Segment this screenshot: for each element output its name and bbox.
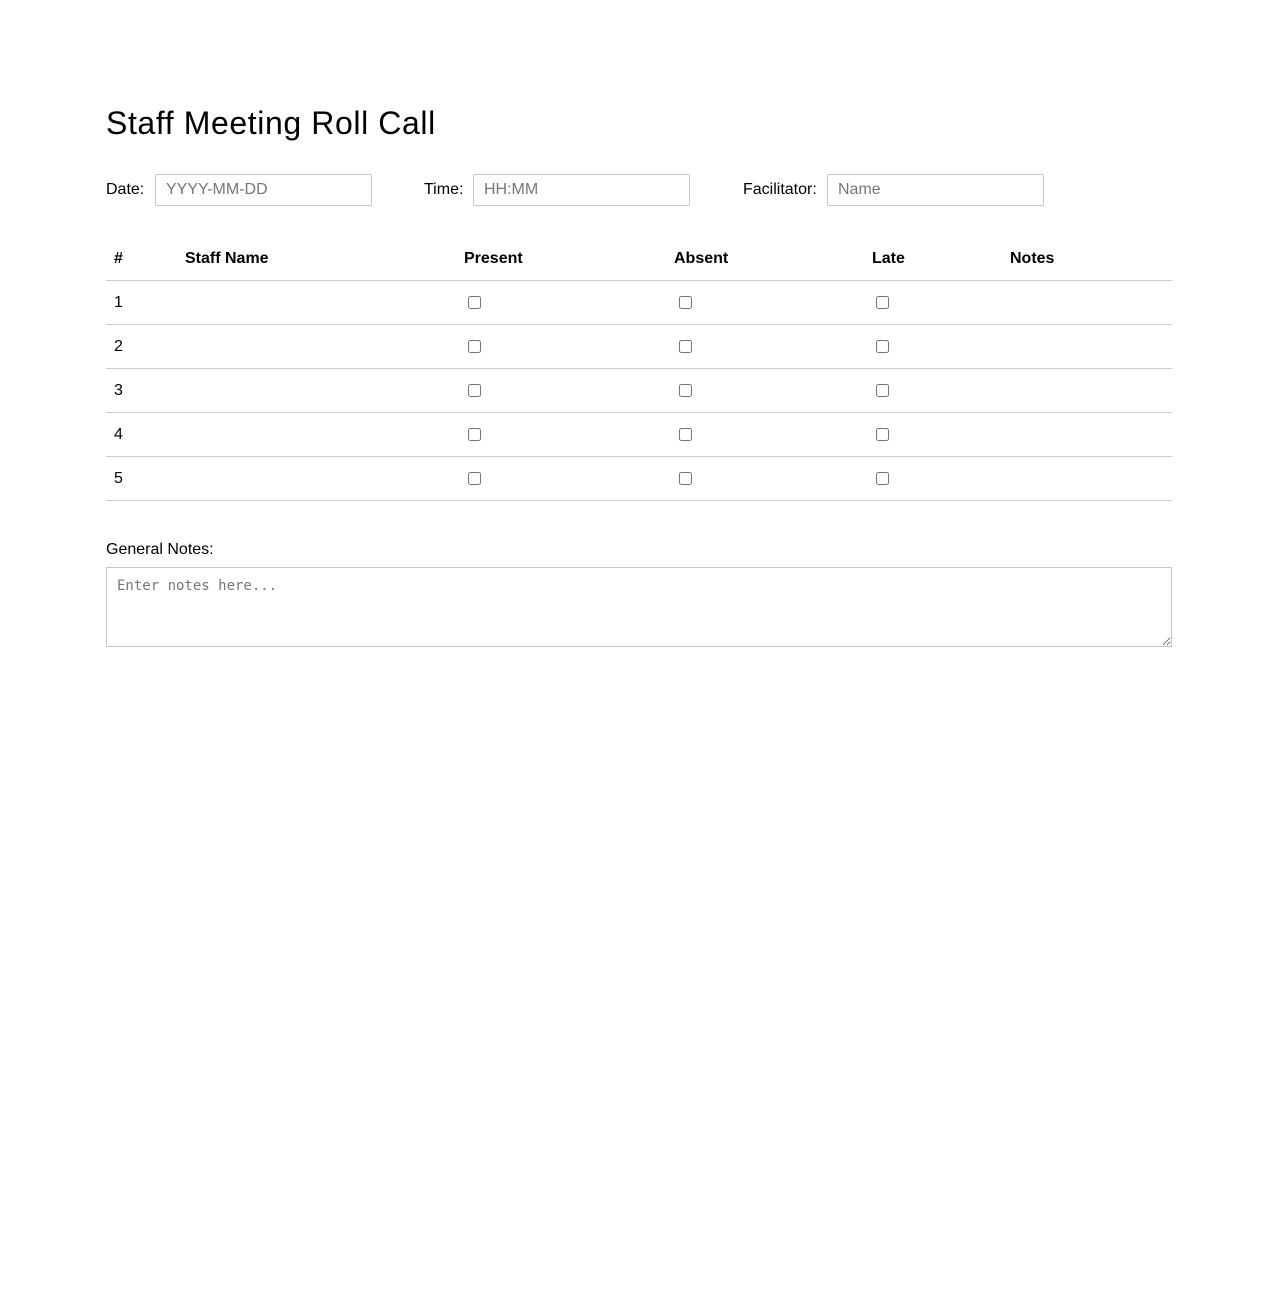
- row-notes-cell[interactable]: [1010, 281, 1172, 325]
- staff-name-cell[interactable]: [185, 369, 464, 413]
- row-notes-cell[interactable]: [1010, 457, 1172, 501]
- page-title: Staff Meeting Roll Call: [106, 105, 436, 141]
- table-header-row: [106, 237, 1172, 281]
- present-cell: [464, 457, 674, 501]
- staff-name-cell[interactable]: [185, 325, 464, 369]
- column-header-present: Present: [464, 237, 674, 281]
- date-input[interactable]: [155, 174, 372, 206]
- present-checkbox[interactable]: [468, 340, 481, 353]
- absent-cell: [674, 325, 872, 369]
- late-checkbox[interactable]: [876, 296, 889, 309]
- late-cell: [872, 413, 1010, 457]
- absent-checkbox[interactable]: [679, 384, 692, 397]
- row-number: 2: [106, 325, 185, 369]
- row-number: 1: [106, 281, 185, 325]
- staff-name-cell[interactable]: [185, 281, 464, 325]
- late-cell: [872, 369, 1010, 413]
- table-row: [106, 369, 1172, 413]
- meeting-meta-row: [106, 174, 1172, 206]
- absent-checkbox[interactable]: [679, 428, 692, 441]
- present-cell: [464, 325, 674, 369]
- column-header-absent: Absent: [674, 237, 872, 281]
- time-input[interactable]: [473, 174, 690, 206]
- staff-name-cell[interactable]: [185, 457, 464, 501]
- present-cell: [464, 413, 674, 457]
- absent-cell: [674, 413, 872, 457]
- general-notes-textarea[interactable]: [106, 567, 1172, 647]
- absent-cell: [674, 281, 872, 325]
- table-body: [106, 281, 1172, 501]
- general-notes-label: General Notes:: [106, 541, 214, 558]
- table-row: [106, 413, 1172, 457]
- absent-checkbox[interactable]: [679, 340, 692, 353]
- row-notes-cell[interactable]: [1010, 413, 1172, 457]
- staff-name-cell[interactable]: [185, 413, 464, 457]
- column-header-late: Late: [872, 237, 1010, 281]
- present-checkbox[interactable]: [468, 428, 481, 441]
- late-cell: [872, 325, 1010, 369]
- late-checkbox[interactable]: [876, 384, 889, 397]
- time-label: Time:: [424, 181, 464, 198]
- late-checkbox[interactable]: [876, 340, 889, 353]
- absent-checkbox[interactable]: [679, 296, 692, 309]
- table-row: [106, 457, 1172, 501]
- facilitator-label: Facilitator:: [743, 181, 817, 198]
- present-checkbox[interactable]: [468, 472, 481, 485]
- roll-call-table: [106, 237, 1172, 501]
- row-number: 3: [106, 369, 185, 413]
- table-row: [106, 281, 1172, 325]
- absent-cell: [674, 457, 872, 501]
- present-cell: [464, 369, 674, 413]
- row-number: 5: [106, 457, 185, 501]
- present-cell: [464, 281, 674, 325]
- column-header-notes: Notes: [1010, 237, 1172, 281]
- late-checkbox[interactable]: [876, 472, 889, 485]
- column-header-number: #: [106, 237, 185, 281]
- table-row: [106, 325, 1172, 369]
- date-label: Date:: [106, 181, 145, 198]
- absent-checkbox[interactable]: [679, 472, 692, 485]
- late-checkbox[interactable]: [876, 428, 889, 441]
- absent-cell: [674, 369, 872, 413]
- present-checkbox[interactable]: [468, 296, 481, 309]
- present-checkbox[interactable]: [468, 384, 481, 397]
- late-cell: [872, 281, 1010, 325]
- row-notes-cell[interactable]: [1010, 325, 1172, 369]
- column-header-staff-name: Staff Name: [185, 237, 464, 281]
- facilitator-input[interactable]: [827, 174, 1044, 206]
- row-number: 4: [106, 413, 185, 457]
- row-notes-cell[interactable]: [1010, 369, 1172, 413]
- late-cell: [872, 457, 1010, 501]
